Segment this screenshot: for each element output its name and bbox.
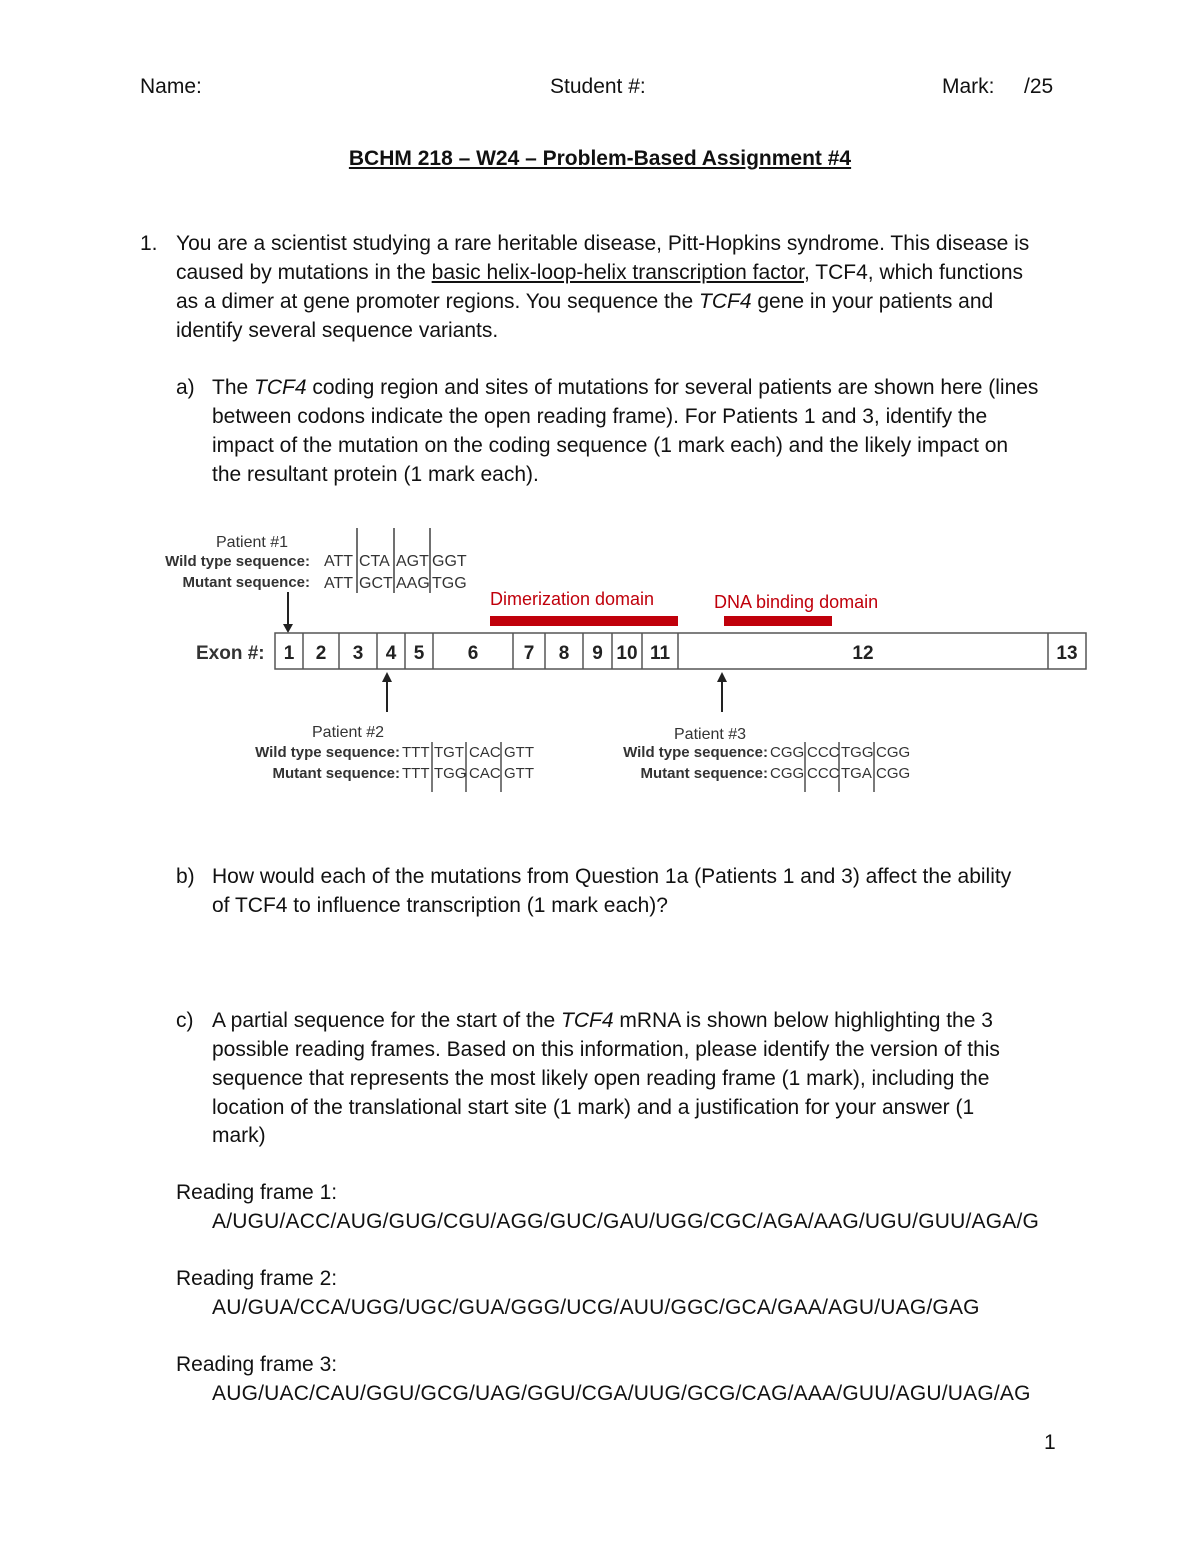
p3-wt-codon: CGG	[770, 744, 805, 761]
exon-number-2: 2	[315, 643, 327, 664]
reading-frame-1-label: Reading frame 1:	[176, 1181, 338, 1204]
patient-2-mut-label: Mutant sequence:	[272, 765, 400, 782]
patient-3-mut-label: Mutant sequence:	[640, 765, 768, 782]
dimerization-domain-bar	[490, 616, 678, 626]
question-number: 1.	[140, 232, 158, 255]
exon-bar-outline	[275, 633, 1086, 669]
exon-label: Exon #:	[196, 643, 265, 664]
tf-term: basic helix-loop-helix transcription factor	[431, 261, 804, 284]
p2-wt-codon: GTT	[504, 744, 534, 761]
reading-frame-2-label: Reading frame 2:	[176, 1267, 338, 1290]
p1-mut-codon: ATT	[324, 575, 354, 592]
exon-number-12: 12	[852, 643, 874, 664]
patient-3-title: Patient #3	[674, 726, 747, 743]
p3-mut-codon: CCC	[807, 765, 840, 782]
exon-number-6: 6	[467, 643, 479, 664]
q1-line-4: identify several sequence variants.	[176, 319, 499, 342]
dimerization-domain-label: Dimerization domain	[490, 589, 655, 609]
p2-mut-codon: CAC	[469, 765, 501, 782]
qa-line-3: impact of the mutation on the coding sequence (1 mark each) and the likely impact on	[212, 434, 1009, 457]
exon-number-1: 1	[283, 643, 295, 664]
p3-mut-codon: TGA	[841, 765, 872, 782]
p2-mut-codon: TTT	[402, 765, 430, 782]
exon-number-7: 7	[523, 643, 535, 664]
dna-binding-domain-bar	[724, 616, 832, 626]
patient-1-mut-label: Mutant sequence:	[182, 574, 310, 591]
p2-wt-codon: CAC	[469, 744, 501, 761]
p1-mut-codon: TGG	[432, 575, 467, 592]
patient-1-wt-label: Wild type sequence:	[165, 553, 310, 570]
reading-frame-2-sequence: AU/GUA/CCA/UGG/UGC/GUA/GGG/UCG/AUU/GGC/GCA/GAA/AGU/UAG/GAG	[212, 1296, 980, 1319]
p3-wt-codon: CGG	[876, 744, 911, 761]
exon-number-13: 13	[1056, 643, 1078, 664]
qb-line-1: How would each of the mutations from Question 1a (Patients 1 and 3) affect the ability	[212, 865, 1012, 888]
p2-wt-codon: TTT	[402, 744, 430, 761]
exon-number-5: 5	[413, 643, 425, 664]
reading-frame-1-sequence: A/UGU/ACC/AUG/GUG/CGU/AGG/GUC/GAU/UGG/CGC/AGA/AAG/UGU/GUU/AGA/G	[212, 1210, 1040, 1233]
patient-2-wt-label: Wild type sequence:	[255, 744, 400, 761]
name-label: Name:	[140, 75, 202, 98]
student-number-label: Student #:	[550, 75, 646, 98]
p1-mut-codon: GCT	[359, 575, 393, 592]
qc-line-2: possible reading frames. Based on this information, please identify the version of this	[212, 1038, 1000, 1061]
q1-line-1: You are a scientist studying a rare heritable disease, Pitt-Hopkins syndrome. This disease is	[176, 232, 1030, 255]
patient-3-wt-label: Wild type sequence:	[623, 744, 768, 761]
exon-number-3: 3	[352, 643, 364, 664]
qc-line-3: sequence that represents the most likely open reading frame (1 mark), including the	[212, 1067, 990, 1090]
patient-2-arrowhead	[382, 672, 392, 682]
exon-number-8: 8	[558, 643, 570, 664]
qc-line-5: mark)	[212, 1124, 266, 1147]
mark-label: Mark:	[942, 75, 995, 98]
reading-frame-3-label: Reading frame 3:	[176, 1353, 338, 1376]
q1-line-3: as a dimer at gene promoter regions. You sequence the TCF4 gene in your patients and	[176, 290, 994, 313]
qa-line-4: the resultant protein (1 mark each).	[212, 463, 539, 486]
patient-1-arrowhead	[283, 624, 293, 633]
dna-binding-domain-label: DNA binding domain	[714, 592, 879, 612]
part-a-label: a)	[176, 376, 195, 399]
p1-wt-codon: AGT	[396, 553, 429, 570]
tcf4-exon-figure	[0, 520, 1200, 810]
patient-2-title: Patient #2	[312, 724, 385, 741]
mark-total: /25	[1024, 75, 1054, 98]
q1-line-2: caused by mutations in the basic helix-loop-helix transcription factor, TCF4, which functions	[176, 261, 1024, 284]
exon-number-9: 9	[592, 643, 603, 664]
assignment-title: BCHM 218 – W24 – Problem-Based Assignment #4	[348, 147, 852, 170]
exon-number-11: 11	[649, 643, 671, 664]
part-b-label: b)	[176, 865, 195, 888]
patient-3-arrowhead	[717, 672, 727, 682]
qc-line-4: location of the translational start site (1 mark) and a justification for your answer (1	[212, 1096, 975, 1119]
exon-number-10: 10	[616, 643, 638, 664]
qa-line-2: between codons indicate the open reading frame). For Patients 1 and 3, identify the	[212, 405, 988, 428]
qb-line-2: of TCF4 to influence transcription (1 mark each)?	[212, 894, 668, 917]
qa-line-1: The TCF4 coding region and sites of mutations for several patients are shown here (lines	[212, 376, 1039, 399]
page-number: 1	[1044, 1431, 1056, 1454]
p1-wt-codon: GGT	[432, 553, 467, 570]
p3-mut-codon: CGG	[770, 765, 805, 782]
p2-wt-codon: TGT	[434, 744, 464, 761]
p2-mut-codon: TGG	[434, 765, 467, 782]
part-c-label: c)	[176, 1009, 194, 1032]
p2-mut-codon: GTT	[504, 765, 534, 782]
p3-wt-codon: TGG	[841, 744, 874, 761]
exon-number-4: 4	[385, 643, 397, 664]
qc-line-1: A partial sequence for the start of the TCF4 mRNA is shown below highlighting the 3	[212, 1009, 993, 1032]
p1-mut-codon: AAG	[396, 575, 430, 592]
p1-wt-codon: ATT	[324, 553, 354, 570]
p3-mut-codon: CGG	[876, 765, 911, 782]
p3-wt-codon: CCC	[807, 744, 840, 761]
p1-wt-codon: CTA	[359, 553, 390, 570]
patient-1-title: Patient #1	[216, 534, 289, 551]
reading-frame-3-sequence: AUG/UAC/CAU/GGU/GCG/UAG/GGU/CGA/UUG/GCG/CAG/AAA/GUU/AGU/UAG/AG	[212, 1382, 1031, 1405]
